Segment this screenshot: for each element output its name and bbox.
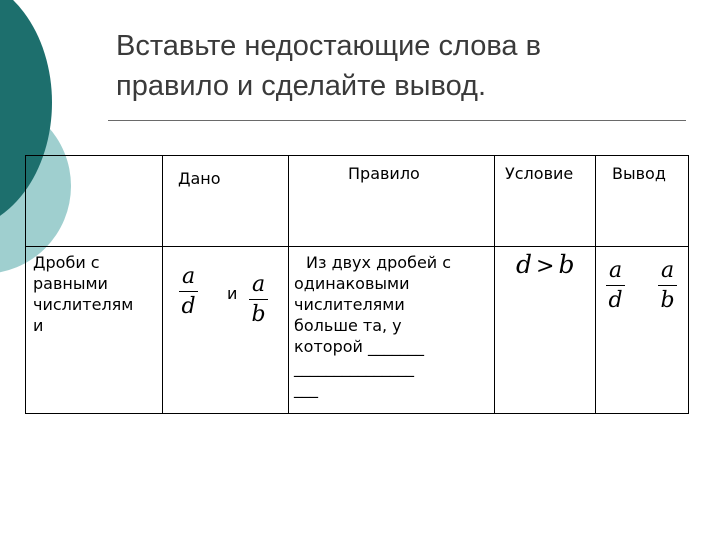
given-fraction-a-over-b xyxy=(249,273,268,327)
header-rule: Правило xyxy=(348,164,420,183)
given-fraction-a-over-d xyxy=(179,265,198,319)
table-column-divider xyxy=(494,156,495,413)
row-label xyxy=(33,252,133,336)
header-condition: Условие xyxy=(505,164,574,183)
rules-table xyxy=(25,155,689,414)
row-label-line: и xyxy=(33,316,44,335)
condition-left: d xyxy=(516,250,533,279)
fraction-denominator: d xyxy=(181,294,196,319)
header-conclusion: Вывод xyxy=(612,164,666,183)
row-label-line: Дроби с xyxy=(33,253,100,272)
condition-inequality xyxy=(516,250,574,279)
conclusion-fraction-a-over-b xyxy=(658,259,677,313)
rule-text xyxy=(294,252,451,399)
rule-line: одинаковыми xyxy=(294,274,410,293)
row-label-line: равными xyxy=(33,274,108,293)
fraction-denominator: b xyxy=(660,288,675,313)
title-divider xyxy=(108,120,686,121)
fraction-numerator: a xyxy=(608,258,623,283)
table-column-divider xyxy=(595,156,596,413)
rule-line: числителями xyxy=(294,295,405,314)
rule-line: больше та, у xyxy=(294,316,402,335)
fraction-numerator: a xyxy=(181,264,196,289)
rule-line: которой _______ xyxy=(294,337,424,356)
condition-operator: > xyxy=(536,254,555,279)
fraction-bar xyxy=(249,299,268,300)
fraction-denominator: d xyxy=(608,288,623,313)
header-given: Дано xyxy=(178,169,221,188)
fraction-bar xyxy=(606,285,625,286)
conclusion-fraction-a-over-d xyxy=(606,259,625,313)
given-joiner: и xyxy=(227,284,238,303)
rule-line: Из двух дробей с xyxy=(306,253,452,272)
rule-line: _______________ xyxy=(294,358,414,377)
slide-title-line-2: правило и сделайте вывод. xyxy=(116,70,487,102)
fraction-numerator: a xyxy=(251,272,266,297)
fraction-numerator: a xyxy=(660,258,675,283)
fraction-bar xyxy=(658,285,677,286)
condition-right: b xyxy=(558,250,575,279)
fraction-denominator: b xyxy=(251,302,266,327)
fraction-bar xyxy=(179,291,198,292)
table-row-divider xyxy=(26,246,688,247)
slide-title-line-1: Вставьте недостающие слова в xyxy=(116,30,542,62)
rule-line: ___ xyxy=(294,379,318,398)
table-column-divider xyxy=(288,156,289,413)
table-column-divider xyxy=(162,156,163,413)
row-label-line: числителям xyxy=(33,295,134,314)
slide-title xyxy=(116,26,696,106)
